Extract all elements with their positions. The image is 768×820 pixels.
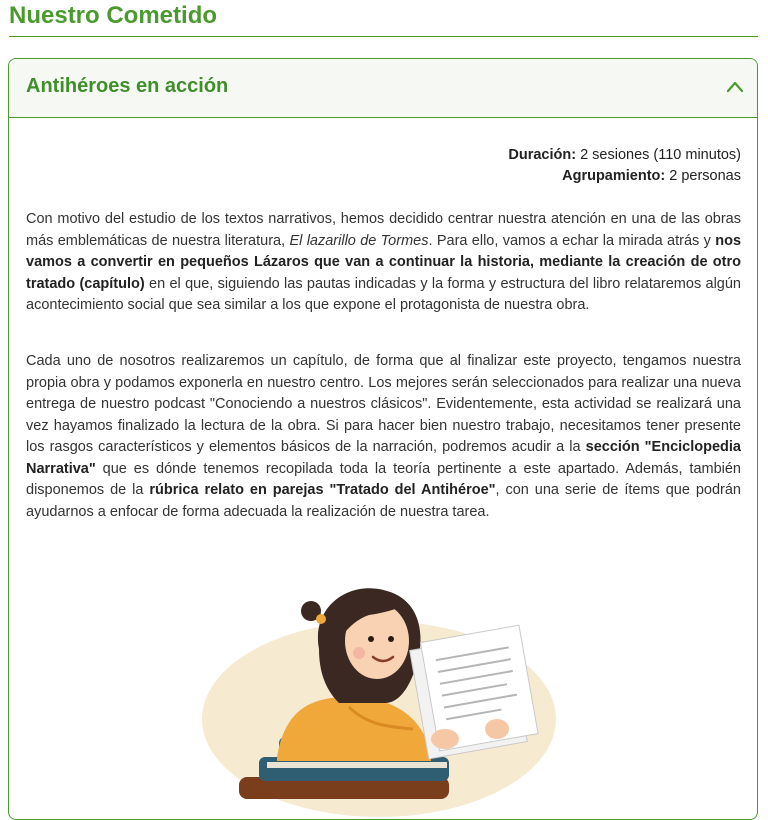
text-span: . Para ello, vamos a echar la mirada atrás y bbox=[428, 232, 716, 249]
task-paragraph bbox=[26, 351, 741, 523]
girl-reading-illustration bbox=[199, 579, 559, 819]
text-span: Cada uno de nosotros realizaremos un capítulo, de forma que al finalizar este proyecto, tengamos nuestra propia obra y podamos exponerla en nuestro centro. Los mejores serán seleccionados para realizar una nueva entrega de nuestro podcast "Conociendo a nuestros clásicos". Evidentemente, esta actividad se realizará una vez hayamos finalizado la lectura de la obra. Si para hacer bien nuestro trabajo, necesitamos tener presente los rasgos característicos y elementos básicos de la narración, podremos acudir a la bbox=[26, 353, 741, 455]
duration-label: Duración: bbox=[508, 147, 577, 163]
page-title: Nuestro Cometido bbox=[9, 2, 218, 29]
text-span: en el que, siguiendo las pautas indicadas y la forma y estructura del libro relataremos algún acontecimiento social que sea similar a los que expone el protagonista de nuestra obra. bbox=[26, 275, 741, 313]
activity-meta bbox=[508, 145, 741, 187]
duration-value: 2 sesiones (110 minutos) bbox=[580, 147, 741, 163]
intro-paragraph bbox=[26, 209, 741, 317]
accordion-panel bbox=[8, 58, 758, 820]
title-divider bbox=[9, 36, 758, 37]
text-span: que es dónde tenemos recopilada toda la teoría pertinente a este apartado. Además, también disponemos de la bbox=[26, 460, 741, 498]
text-span: Con motivo del estudio de los textos narrativos, hemos decidido centrar nuestra atención en una de las obras más emblemáticas de nuestra literatura, bbox=[26, 211, 741, 249]
rubric-link[interactable]: rúbrica relato en parejas "Tratado del Antihéroe" bbox=[149, 482, 496, 498]
grouping-value: 2 personas bbox=[669, 168, 741, 184]
accordion-title: Antihéroes en acción bbox=[26, 75, 229, 97]
accordion-header[interactable] bbox=[9, 59, 757, 118]
grouping-row bbox=[508, 166, 741, 187]
grouping-label: Agrupamiento: bbox=[562, 168, 666, 184]
book-title: El lazarillo de Tormes bbox=[289, 232, 429, 249]
chevron-up-icon[interactable] bbox=[725, 77, 745, 97]
duration-row bbox=[508, 145, 741, 166]
text-span: , con una serie de ítems que podrán ayudarnos a enfocar de forma adecuada la realización de nuestra tarea. bbox=[26, 482, 741, 520]
key-task-text: nos vamos a convertir en pequeños Lázaros que van a continuar la historia, mediante la creación de otro tratado (capítulo) bbox=[26, 232, 742, 292]
encyclopedia-link[interactable]: sección "Enciclopedia Narrativa" bbox=[26, 439, 741, 477]
